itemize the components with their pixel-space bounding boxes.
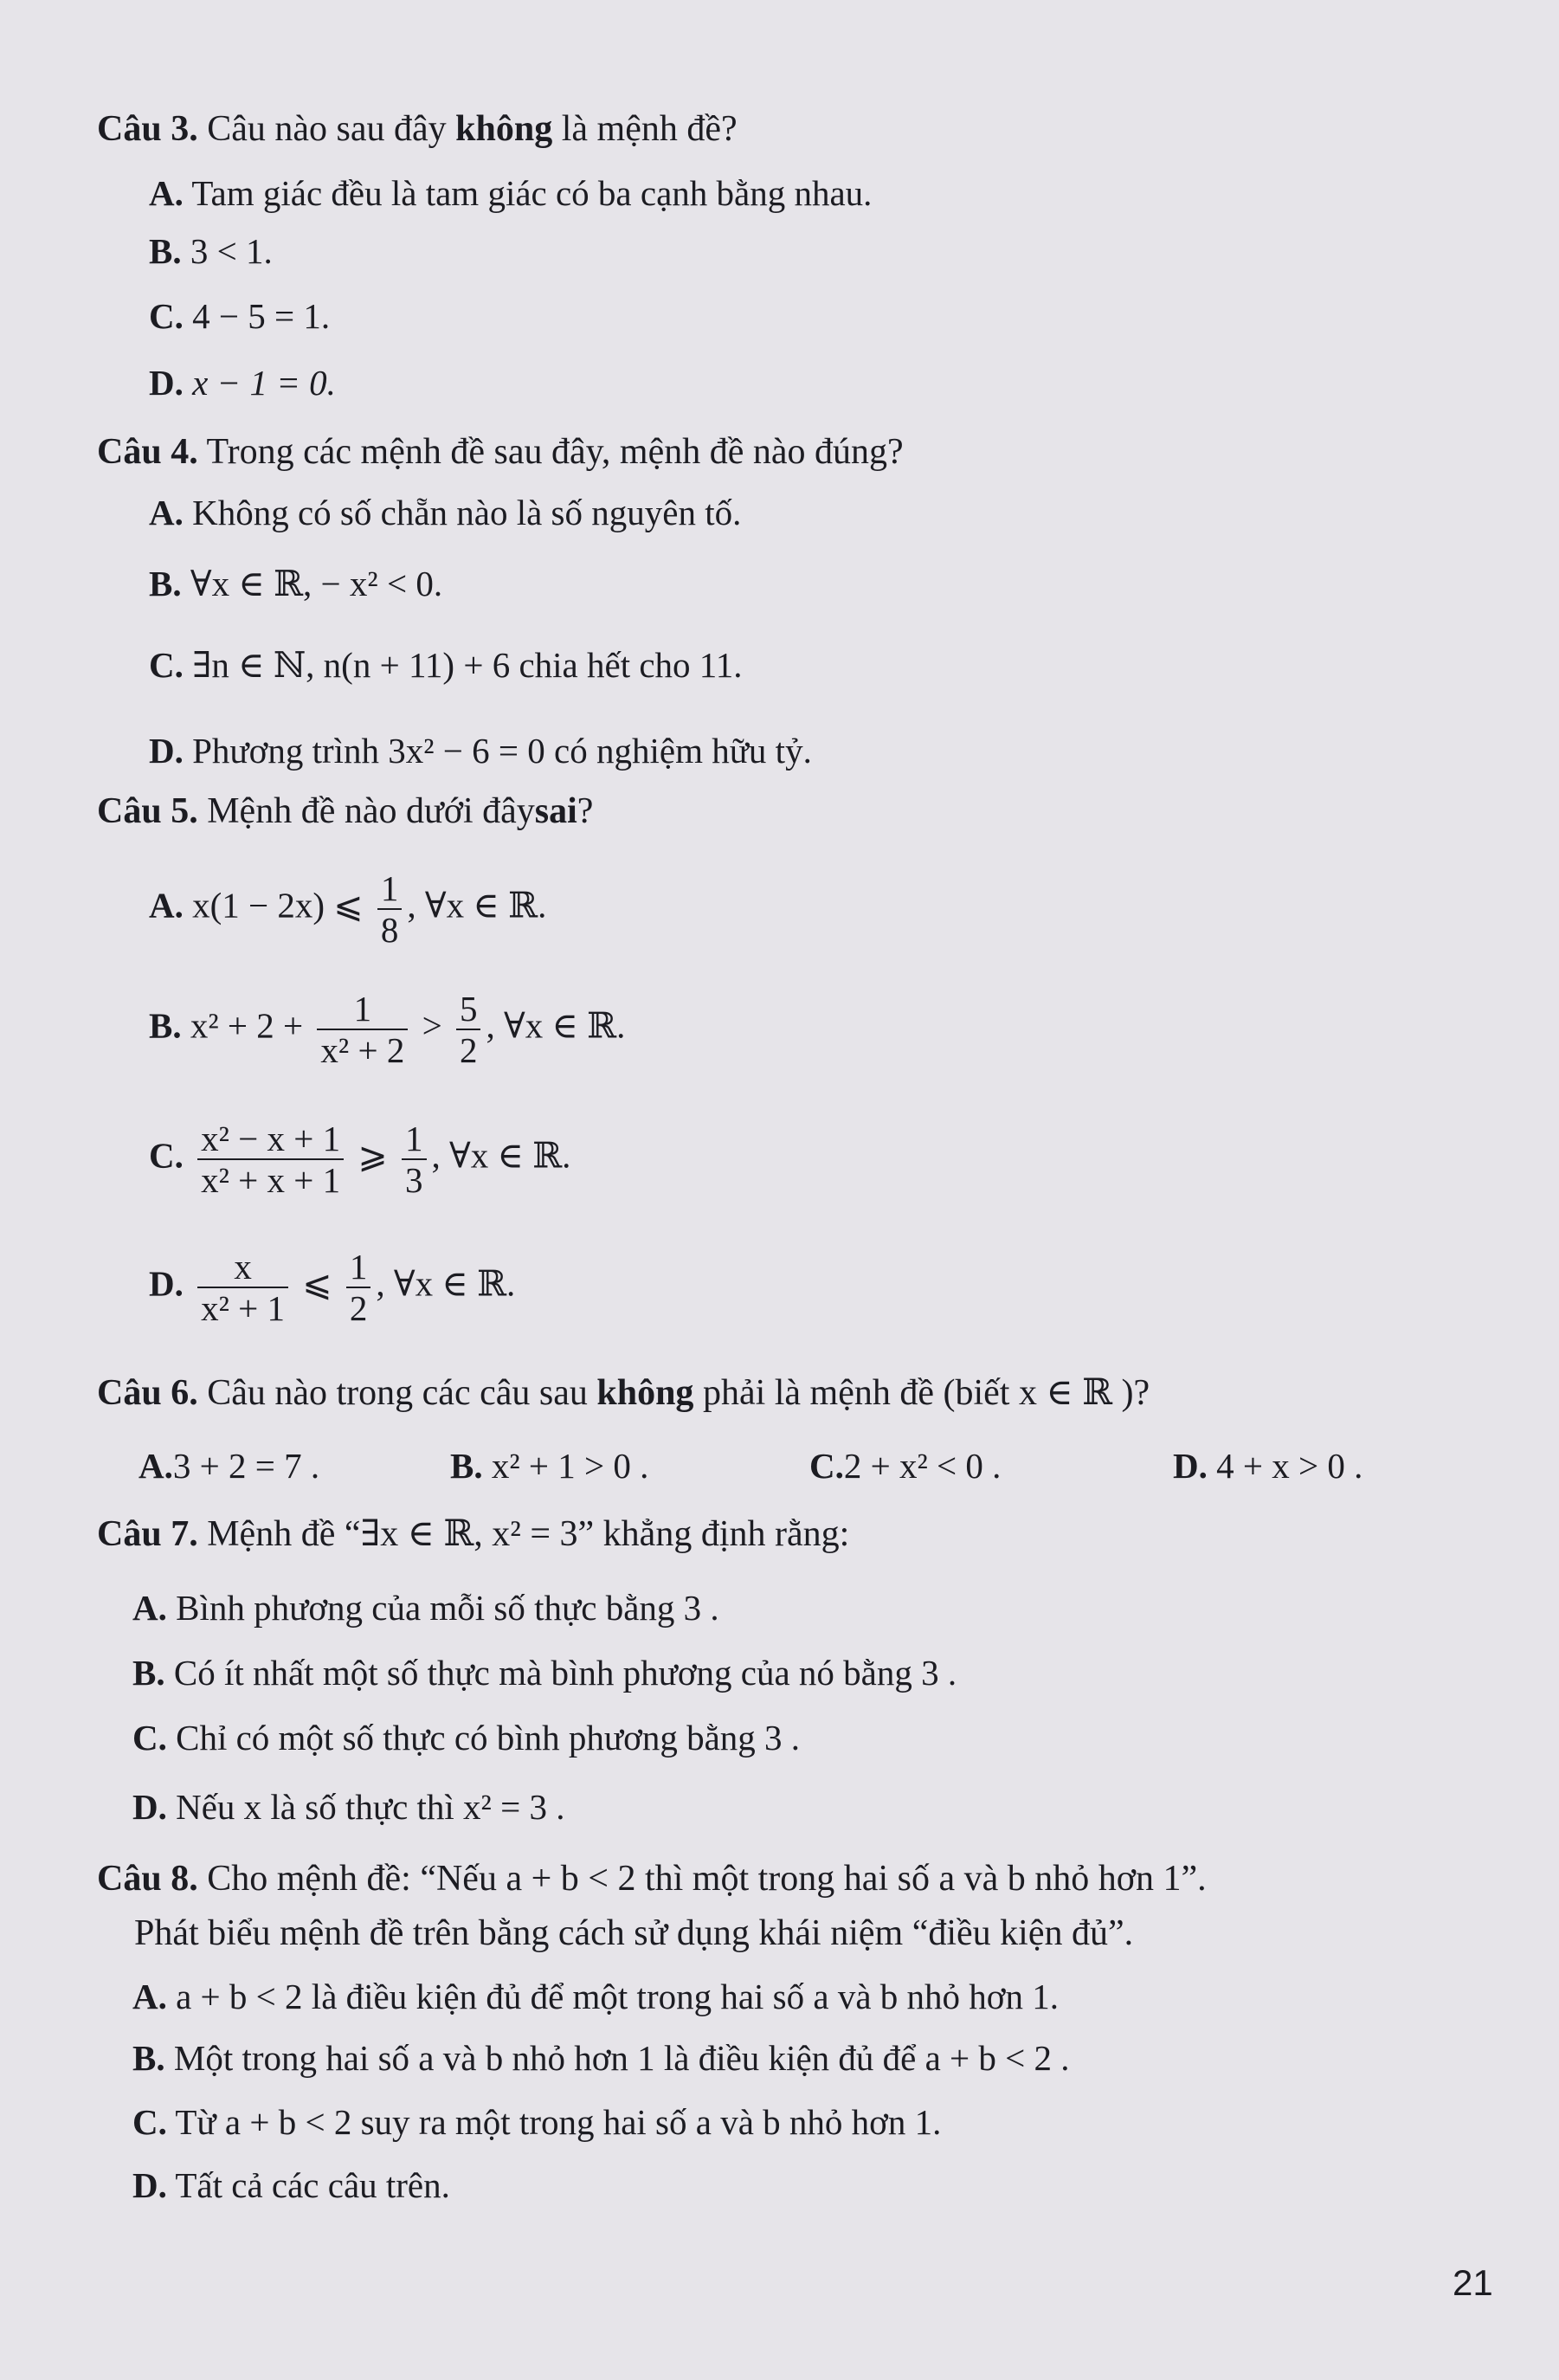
- fraction: $\frac{5}{2}$: [456, 989, 481, 1070]
- question-3: Câu 3. Câu nào sau đây không là mệnh đề?: [97, 109, 738, 149]
- q8-option-c: C. Từ a + b < 2 suy ra một trong hai số a và b nhỏ hơn 1.: [132, 2102, 942, 2142]
- q7-option-d: D. Nếu x là số thực thì x² = 3 .: [132, 1787, 565, 1827]
- q5-option-b: B. x² + 2 + $\frac{1}{\text{x² + 2}}$ > $\frac{5}{2}$ , ∀x ∈ ℝ.: [149, 989, 626, 1070]
- q7-option-a: A. Bình phương của mỗi số thực bằng 3 .: [132, 1588, 719, 1628]
- q4-option-b: B. ∀x ∈ ℝ, − x² < 0.: [149, 564, 443, 603]
- q3-option-b: B. 3 < 1.: [149, 231, 273, 271]
- q4-option-a: A. Không có số chẵn nào là số nguyên tố.: [149, 493, 742, 532]
- q6-option-a: A.3 + 2 = 7 .: [139, 1446, 320, 1486]
- q8-option-b: B. Một trong hai số a và b nhỏ hơn 1 là điều kiện đủ để a + b < 2 .: [132, 2038, 1070, 2078]
- fraction: $\frac{1}{2}$: [346, 1247, 371, 1328]
- fraction: $\frac{1}{\text{x² + 2}}$: [317, 989, 408, 1070]
- q8-option-a: A. a + b < 2 là điều kiện đủ để một trong hai số a và b nhỏ hơn 1.: [132, 1977, 1059, 2016]
- q7-option-c: C. Chỉ có một số thực có bình phương bằng 3 .: [132, 1718, 801, 1758]
- question-6: Câu 6. Câu nào trong các câu sau không phải là mệnh đề (biết x ∈ ℝ )?: [97, 1373, 1150, 1413]
- q7-option-b: B. Có ít nhất một số thực mà bình phương của nó bằng 3 .: [132, 1653, 957, 1693]
- fraction: $\frac{1}{8}$: [377, 868, 403, 950]
- question-7: Câu 7. Mệnh đề “∃x ∈ ℝ, x² = 3” khẳng định rằng:: [97, 1514, 850, 1554]
- q6-option-b: B. x² + 1 > 0 .: [450, 1446, 649, 1486]
- q6-option-c: C.2 + x² < 0 .: [809, 1446, 1002, 1486]
- q5-option-d: D. $\frac{x}{\text{x² + 1}}$ ⩽ $\frac{1}{2}$ , ∀x ∈ ℝ.: [149, 1247, 516, 1328]
- question-8-line-2: Phát biểu mệnh đề trên bằng cách sử dụng khái niệm “điều kiện đủ”.: [134, 1913, 1134, 1953]
- question-8: Câu 8. Cho mệnh đề: “Nếu a + b < 2 thì một trong hai số a và b nhỏ hơn 1”.: [97, 1859, 1207, 1899]
- q3-option-a: A. Tam giác đều là tam giác có ba cạnh bằng nhau.: [149, 173, 873, 213]
- q5-option-a: A. x(1 − 2x) ⩽ $\frac{1}{8}$ , ∀x ∈ ℝ.: [149, 868, 547, 950]
- fraction: $\frac{x}{\text{x² + 1}}$: [197, 1247, 288, 1328]
- q5-option-c: C. $\frac{\text{x² − x + 1}}{\text{x² + x + 1}}$ ⩾ $\frac{1}{3}$ , ∀x ∈ ℝ.: [149, 1119, 571, 1200]
- q8-option-d: D. Tất cả các câu trên.: [132, 2165, 450, 2205]
- question-4: Câu 4. Trong các mệnh đề sau đây, mệnh đề nào đúng?: [97, 432, 904, 472]
- fraction: $\frac{1}{3}$: [402, 1119, 427, 1200]
- page-number: 21: [1453, 2262, 1493, 2303]
- q3-option-c: C. 4 − 5 = 1.: [149, 296, 331, 336]
- q6-option-d: D. 4 + x > 0 .: [1173, 1446, 1363, 1486]
- q3-option-d: D. x − 1 = 0.: [149, 363, 336, 403]
- fraction: $\frac{\text{x² − x + 1}}{\text{x² + x + 1}}$: [197, 1119, 344, 1200]
- q4-option-d: D. Phương trình 3x² − 6 = 0 có nghiệm hữu tỷ.: [149, 731, 812, 771]
- q4-option-c: C. ∃n ∈ ℕ, n(n + 11) + 6 chia hết cho 11.: [149, 645, 743, 685]
- question-5: Câu 5. Mệnh đề nào dưới đâysai?: [97, 791, 594, 831]
